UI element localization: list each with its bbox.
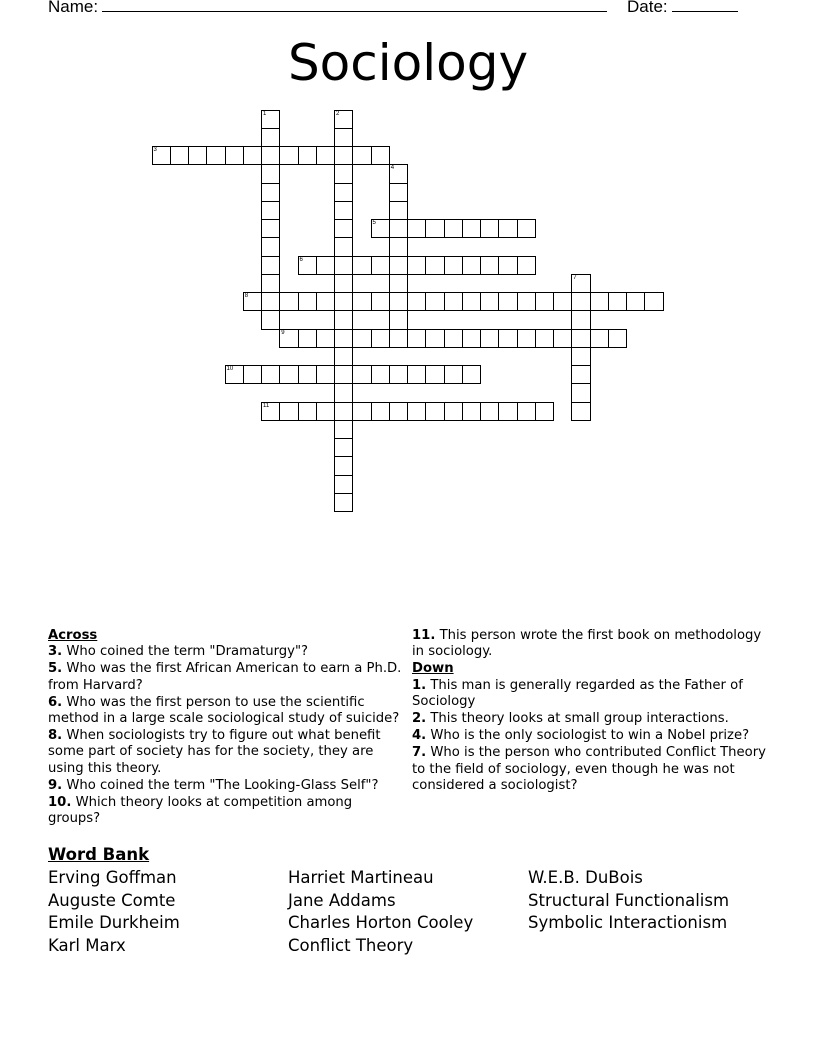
clue-number: 1. [412,677,427,693]
cell-number: 7 [573,274,577,281]
crossword-cell[interactable] [407,292,426,311]
crossword-cell[interactable] [334,310,353,329]
crossword-cell[interactable] [334,237,353,256]
word-bank-entry: Jane Addams [288,890,396,910]
crossword-cell[interactable] [389,201,408,220]
cell-number: 8 [244,293,249,299]
across-clue [48,728,408,777]
clue-text: This man is generally regarded as the Father of Sociology [412,677,743,709]
crossword-cell[interactable] [279,402,298,421]
word-bank-column-3 [528,867,729,935]
crossword-cell[interactable] [279,365,298,384]
down-clue [412,745,772,794]
crossword-cell[interactable] [389,164,408,183]
crossword-cell[interactable] [608,329,627,348]
crossword-cell[interactable] [571,274,590,293]
across-clue-list-continued [412,628,772,660]
clue-text: This theory looks at small group interactions. [426,711,729,727]
crossword-cell[interactable] [462,329,481,348]
clue-text: This person wrote the first book on methodology in sociology. [412,628,762,660]
clue-number: 9. [48,777,63,793]
word-bank-entry: Erving Goffman [48,868,177,887]
crossword-cell[interactable] [571,347,590,366]
crossword-cell[interactable] [517,256,536,275]
clue-text: Who was the first African American to earn a Ph.D. from Harvard? [48,661,402,693]
word-bank-entry: Symbolic Interactionism [528,913,728,933]
crossword-cell[interactable] [334,456,353,475]
crossword-cell[interactable] [371,146,390,165]
word-bank-entry: Structural Functionalism [528,890,730,910]
across-clue [412,628,772,660]
crossword-cell[interactable] [261,110,280,129]
crossword-cell[interactable] [480,329,499,348]
crossword-cell[interactable] [407,402,426,421]
crossword-cell[interactable] [535,329,554,348]
crossword-cell[interactable] [517,292,536,311]
clue-text: Who is the only sociologist to win a Nobel prize? [426,728,750,744]
crossword-cell[interactable] [389,219,408,238]
crossword-cell[interactable] [261,310,280,329]
crossword-cell[interactable] [407,219,426,238]
cell-number: 1 [263,110,267,117]
crossword-cell[interactable] [261,365,280,384]
crossword-cell[interactable] [425,292,444,311]
across-clue [48,695,408,727]
clue-number: 7. [412,745,427,761]
crossword-cell[interactable] [298,256,317,275]
crossword-cell[interactable] [334,365,353,384]
down-clue [412,711,772,727]
crossword-cell[interactable] [261,183,280,202]
crossword-cell[interactable] [316,146,335,165]
word-bank-entry: Emile Durkheim [48,913,180,933]
cell-number: 2 [336,110,340,117]
crossword-cell[interactable] [279,292,298,311]
crossword-cell[interactable] [425,365,444,384]
across-clue [48,661,408,693]
crossword-cell[interactable] [352,402,371,421]
crossword-cell[interactable] [425,256,444,275]
crossword-cell[interactable] [334,110,353,129]
crossword-cell[interactable] [571,402,590,421]
crossword-cell[interactable] [389,292,408,311]
clue-number: 11. [412,628,436,643]
crossword-cell[interactable] [170,146,189,165]
word-bank-entry: Harriet Martineau [288,868,434,887]
clue-number: 8. [48,728,63,744]
crossword-cell[interactable] [352,146,371,165]
crossword-cell[interactable] [480,292,499,311]
crossword-cell[interactable] [425,329,444,348]
cell-number: 11 [263,402,270,409]
crossword-cell[interactable] [298,329,317,348]
across-clue [48,778,408,794]
word-bank-column-1 [48,867,180,958]
crossword-cell[interactable] [644,292,663,311]
clue-number: 2. [412,711,427,727]
crossword-cell[interactable] [571,292,590,311]
crossword-cell[interactable] [590,292,609,311]
cell-number: 10 [226,366,234,372]
crossword-cell[interactable] [480,402,499,421]
word-bank-column-2 [288,867,473,958]
crossword-cell[interactable] [316,402,335,421]
crossword-cell[interactable] [407,329,426,348]
crossword-cell[interactable] [444,219,463,238]
crossword-cell[interactable] [334,383,353,402]
down-heading: Down [412,661,454,677]
crossword-cell[interactable] [389,237,408,256]
name-label: Name: [48,0,99,16]
word-bank-entry: W.E.B. DuBois [528,868,643,887]
crossword-cell[interactable] [444,402,463,421]
crossword-cell[interactable] [316,329,335,348]
crossword-cell[interactable] [371,365,390,384]
down-clue [412,678,772,710]
crossword-cell[interactable] [243,365,262,384]
clue-text: Which theory looks at competition among groups? [48,795,353,827]
crossword-cell[interactable] [498,219,517,238]
crossword-cell[interactable] [261,146,280,165]
across-clue [48,795,408,827]
cell-number: 6 [299,256,303,263]
crossword-cell[interactable] [444,256,463,275]
crossword-cell[interactable] [535,402,554,421]
cell-number: 3 [153,147,157,153]
down-clue-list [412,678,772,794]
crossword-cell[interactable] [261,128,280,147]
clue-number: 10. [48,795,72,811]
crossword-cell[interactable] [298,402,317,421]
crossword-cell[interactable] [334,475,353,494]
crossword-cell[interactable] [206,146,225,165]
crossword-cell[interactable] [352,292,371,311]
crossword-cell[interactable] [590,329,609,348]
crossword-cell[interactable] [389,256,408,275]
crossword-cell[interactable] [389,365,408,384]
crossword-cell[interactable] [279,146,298,165]
clue-text: When sociologists try to figure out what benefit some part of society has for the society, they are using this theory. [48,728,381,776]
crossword-cell[interactable] [334,292,353,311]
crossword-cell[interactable] [389,183,408,202]
crossword-cell[interactable] [334,329,353,348]
word-bank-entry: Karl Marx [48,936,126,956]
crossword-cell[interactable] [571,310,590,329]
crossword-cell[interactable] [261,219,280,238]
crossword-cell[interactable] [316,365,335,384]
crossword-cell[interactable] [498,292,517,311]
crossword-cell[interactable] [425,402,444,421]
crossword-cell[interactable] [334,347,353,366]
crossword-cell[interactable] [571,365,590,384]
clue-number: 6. [48,694,63,710]
crossword-cell[interactable] [407,365,426,384]
word-bank-entry: Charles Horton Cooley [288,913,474,933]
crossword-cell[interactable] [352,329,371,348]
crossword-cell[interactable] [152,146,171,165]
crossword-cell[interactable] [371,256,390,275]
crossword-cell[interactable] [261,201,280,220]
crossword-cell[interactable] [517,219,536,238]
crossword-cell[interactable] [389,274,408,293]
crossword-cell[interactable] [553,292,572,311]
across-heading: Across [48,628,98,643]
crossword-cell[interactable] [334,493,353,512]
crossword-cell[interactable] [352,256,371,275]
crossword-cell[interactable] [444,329,463,348]
clues-right-column [412,628,772,795]
word-bank-title: Word Bank [48,845,150,864]
crossword-cell[interactable] [261,292,280,311]
crossword-cell[interactable] [334,420,353,439]
crossword-cell[interactable] [371,329,390,348]
crossword-cell[interactable] [571,383,590,402]
crossword-cell[interactable] [608,292,627,311]
crossword-cell[interactable] [334,183,353,202]
crossword-cell[interactable] [535,292,554,311]
cell-number: 9 [281,329,285,336]
crossword-cell[interactable] [261,402,280,421]
clue-text: Who coined the term "The Looking-Glass Self"? [62,777,379,793]
crossword-cell[interactable] [498,256,517,275]
crossword-cell[interactable] [352,365,371,384]
crossword-cell[interactable] [261,237,280,256]
crossword-cell[interactable] [298,292,317,311]
crossword-cell[interactable] [553,329,572,348]
crossword-cell[interactable] [517,329,536,348]
across-clue [48,644,408,660]
crossword-cell[interactable] [389,310,408,329]
crossword-cell[interactable] [498,402,517,421]
date-label: Date: [627,0,668,16]
crossword-cell[interactable] [334,219,353,238]
crossword-cell[interactable] [371,219,390,238]
crossword-cell[interactable] [444,365,463,384]
crossword-cell[interactable] [279,329,298,348]
crossword-cell[interactable] [334,164,353,183]
crossword-cell[interactable] [334,201,353,220]
crossword-cell[interactable] [225,146,244,165]
clue-text: Who coined the term "Dramaturgy"? [62,644,309,660]
crossword-cell[interactable] [334,402,353,421]
crossword-cell[interactable] [425,219,444,238]
across-clue-list [48,644,408,827]
cell-number: 4 [390,165,395,172]
crossword-cell[interactable] [261,274,280,293]
clue-text: Who was the first person to use the scientific method in a large scale sociological study of suicide? [48,694,400,727]
down-clue [412,728,772,744]
crossword-cell[interactable] [498,329,517,348]
crossword-cell[interactable] [334,274,353,293]
clue-number: 4. [412,728,427,744]
crossword-cell[interactable] [480,219,499,238]
word-bank-entry: Auguste Comte [48,890,176,910]
clues-left-column [48,628,408,828]
crossword-cell[interactable] [371,292,390,311]
crossword-cell[interactable] [462,256,481,275]
crossword-cell[interactable] [462,292,481,311]
crossword-cell[interactable] [261,164,280,183]
word-bank-entry: Conflict Theory [288,936,414,956]
clue-text: Who is the person who contributed Conflict Theory to the field of sociology, even though he was not considered a sociologist? [412,745,766,793]
crossword-cell[interactable] [626,292,645,311]
crossword-cell[interactable] [298,146,317,165]
crossword-cell[interactable] [389,329,408,348]
crossword-cell[interactable] [243,292,262,311]
crossword-cell[interactable] [407,256,426,275]
crossword-cell[interactable] [225,365,244,384]
crossword-cell[interactable] [444,292,463,311]
crossword-cell[interactable] [462,402,481,421]
crossword-cell[interactable] [462,365,481,384]
crossword-cell[interactable] [243,146,262,165]
crossword-cell[interactable] [571,329,590,348]
crossword-cell[interactable] [480,256,499,275]
crossword-cell[interactable] [334,438,353,457]
crossword-cell[interactable] [334,146,353,165]
crossword-cell[interactable] [334,256,353,275]
crossword-cell[interactable] [517,402,536,421]
crossword-cell[interactable] [389,402,408,421]
crossword-cell[interactable] [334,128,353,147]
page-title: Sociology [287,34,529,92]
crossword-cell[interactable] [371,402,390,421]
crossword-cell[interactable] [316,292,335,311]
crossword-cell[interactable] [316,256,335,275]
crossword-cell[interactable] [188,146,207,165]
crossword-cell[interactable] [298,365,317,384]
cell-number: 5 [372,220,376,226]
crossword-cell[interactable] [462,219,481,238]
crossword-cell[interactable] [261,256,280,275]
clue-number: 3. [48,644,63,660]
clue-number: 5. [48,661,63,677]
